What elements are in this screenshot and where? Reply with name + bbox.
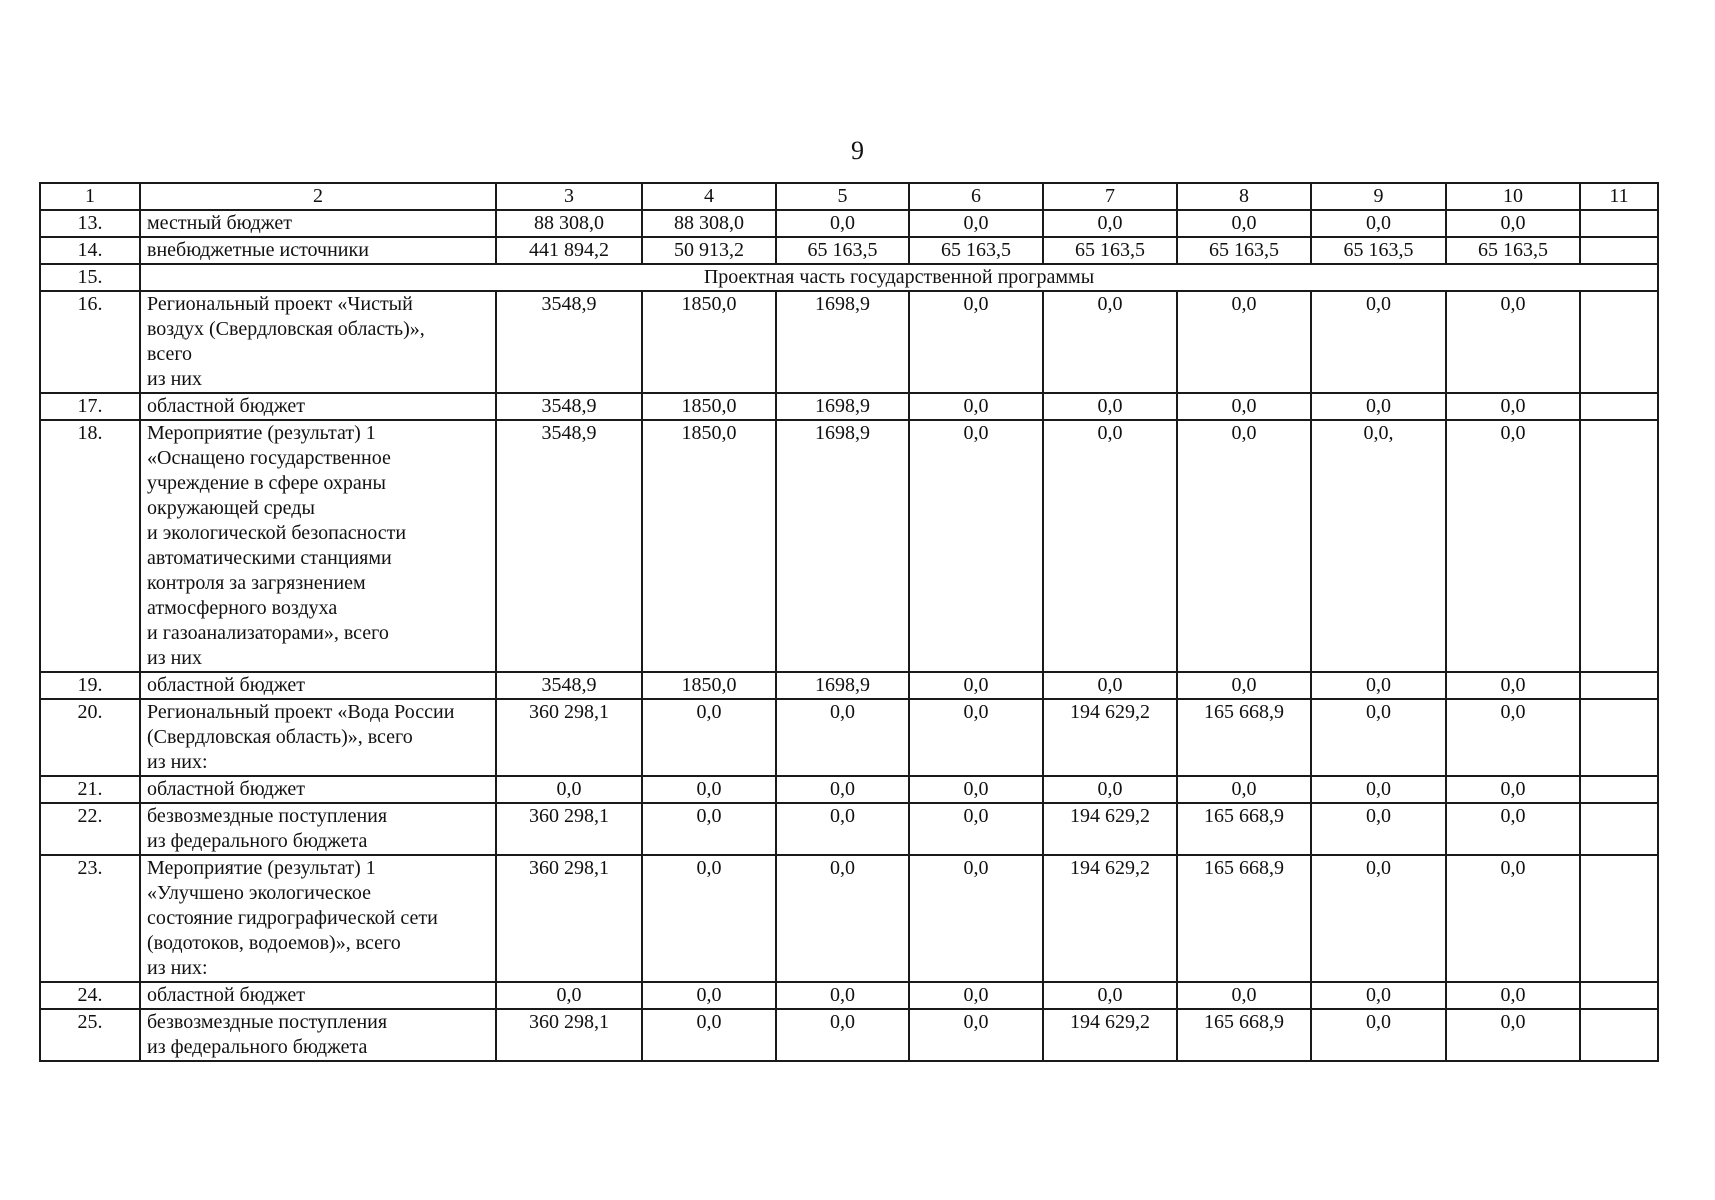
column-header: 2 <box>140 183 496 210</box>
value-cell: 0,0 <box>776 982 909 1009</box>
row-label-line: и экологической безопасности <box>147 522 407 544</box>
value-cell <box>1580 237 1658 264</box>
column-header: 9 <box>1311 183 1446 210</box>
value-cell: 0,0 <box>1177 420 1311 672</box>
value-cell: 1850,0 <box>642 291 776 393</box>
value-cell: 0,0 <box>1446 1009 1580 1061</box>
row-label <box>140 855 496 982</box>
row-label-line: окружающей среды <box>147 497 315 519</box>
value-cell: 0,0 <box>642 803 776 855</box>
column-header: 6 <box>909 183 1043 210</box>
value-cell: 65 163,5 <box>1311 237 1446 264</box>
value-cell: 3548,9 <box>496 672 642 699</box>
row-number: 24. <box>40 982 140 1009</box>
value-cell: 0,0 <box>1177 210 1311 237</box>
value-cell <box>1580 291 1658 393</box>
value-cell: 441 894,2 <box>496 237 642 264</box>
row-label-line: областной бюджет <box>147 395 306 417</box>
row-number: 21. <box>40 776 140 803</box>
value-cell: 65 163,5 <box>1043 237 1177 264</box>
value-cell: 194 629,2 <box>1043 699 1177 776</box>
row-label <box>140 291 496 393</box>
value-cell: 165 668,9 <box>1177 803 1311 855</box>
row-label-line: из них <box>147 368 203 390</box>
value-cell: 0,0 <box>909 1009 1043 1061</box>
value-cell: 0,0 <box>642 982 776 1009</box>
value-cell: 3548,9 <box>496 393 642 420</box>
row-label-line: местный бюджет <box>147 212 292 234</box>
value-cell: 0,0 <box>1446 210 1580 237</box>
row-label <box>140 210 496 237</box>
value-cell: 88 308,0 <box>642 210 776 237</box>
table-body <box>40 183 1658 1061</box>
table-row <box>40 672 1658 699</box>
row-number: 20. <box>40 699 140 776</box>
row-label <box>140 1009 496 1061</box>
column-header: 7 <box>1043 183 1177 210</box>
row-label-line: (Свердловская область)», всего <box>147 726 413 748</box>
table-row <box>40 699 1658 776</box>
table-row <box>40 1009 1658 1061</box>
value-cell <box>1580 393 1658 420</box>
table-row <box>40 855 1658 982</box>
value-cell: 0,0 <box>1446 420 1580 672</box>
value-cell: 0,0 <box>909 393 1043 420</box>
value-cell: 0,0 <box>909 982 1043 1009</box>
row-label-line: всего <box>147 343 193 365</box>
value-cell: 360 298,1 <box>496 1009 642 1061</box>
row-label <box>140 393 496 420</box>
row-label-line: областной бюджет <box>147 778 306 800</box>
table-row <box>40 210 1658 237</box>
value-cell: 0,0 <box>909 776 1043 803</box>
row-label-line: из них <box>147 647 203 669</box>
row-label-line: Региональный проект «Чистый <box>147 293 413 315</box>
column-header: 8 <box>1177 183 1311 210</box>
row-label <box>140 803 496 855</box>
page-number: 9 <box>851 136 864 165</box>
table-header-row <box>40 183 1658 210</box>
value-cell: 0,0 <box>642 855 776 982</box>
row-label-line: Мероприятие (результат) 1 <box>147 857 376 879</box>
column-header: 3 <box>496 183 642 210</box>
table-row <box>40 803 1658 855</box>
table-row <box>40 776 1658 803</box>
value-cell: 0,0 <box>1043 776 1177 803</box>
row-label-line: внебюджетные источники <box>147 239 369 261</box>
value-cell <box>1580 699 1658 776</box>
value-cell: 194 629,2 <box>1043 855 1177 982</box>
value-cell: 0,0 <box>496 982 642 1009</box>
value-cell: 0,0 <box>1446 291 1580 393</box>
value-cell: 0,0 <box>1446 699 1580 776</box>
row-label <box>140 237 496 264</box>
value-cell: 194 629,2 <box>1043 803 1177 855</box>
value-cell: 0,0 <box>909 672 1043 699</box>
row-label-line: из федерального бюджета <box>147 1036 368 1058</box>
value-cell: 0,0 <box>642 699 776 776</box>
value-cell: 50 913,2 <box>642 237 776 264</box>
value-cell <box>1580 420 1658 672</box>
value-cell: 0,0 <box>1043 210 1177 237</box>
value-cell: 0,0 <box>642 1009 776 1061</box>
value-cell: 3548,9 <box>496 291 642 393</box>
value-cell: 0,0 <box>1043 420 1177 672</box>
value-cell: 3548,9 <box>496 420 642 672</box>
value-cell: 0,0 <box>1311 982 1446 1009</box>
table-row <box>40 420 1658 672</box>
row-label-line: из них: <box>147 957 208 979</box>
row-label <box>140 420 496 672</box>
value-cell: 165 668,9 <box>1177 699 1311 776</box>
value-cell: 0,0 <box>1177 776 1311 803</box>
value-cell: 0,0 <box>1043 982 1177 1009</box>
value-cell: 65 163,5 <box>776 237 909 264</box>
row-label <box>140 776 496 803</box>
table-row <box>40 291 1658 393</box>
table-row <box>40 237 1658 264</box>
value-cell <box>1580 1009 1658 1061</box>
row-label-line: безвозмездные поступления <box>147 1011 388 1033</box>
value-cell: 0,0 <box>642 776 776 803</box>
value-cell: 0,0 <box>1311 699 1446 776</box>
row-label-line: воздух (Свердловская область)», <box>147 318 425 340</box>
value-cell: 1850,0 <box>642 420 776 672</box>
value-cell: 0,0 <box>1446 393 1580 420</box>
table-row <box>40 393 1658 420</box>
row-label-line: состояние гидрографической сети <box>147 907 438 929</box>
value-cell: 0,0 <box>776 699 909 776</box>
value-cell: 0,0 <box>1311 803 1446 855</box>
value-cell: 0,0 <box>1177 393 1311 420</box>
value-cell: 0,0 <box>909 291 1043 393</box>
row-label <box>140 699 496 776</box>
value-cell: 165 668,9 <box>1177 1009 1311 1061</box>
value-cell: 0,0 <box>1446 803 1580 855</box>
value-cell: 0,0 <box>776 1009 909 1061</box>
value-cell: 0,0 <box>909 420 1043 672</box>
row-number: 25. <box>40 1009 140 1061</box>
value-cell: 0,0 <box>496 776 642 803</box>
value-cell: 360 298,1 <box>496 855 642 982</box>
column-header: 1 <box>40 183 140 210</box>
value-cell: 0,0 <box>1446 672 1580 699</box>
column-header: 11 <box>1580 183 1658 210</box>
row-number: 17. <box>40 393 140 420</box>
value-cell: 0,0 <box>1311 776 1446 803</box>
value-cell: 65 163,5 <box>1177 237 1311 264</box>
value-cell <box>1580 803 1658 855</box>
row-label-line: областной бюджет <box>147 674 306 696</box>
value-cell: 0,0 <box>1311 1009 1446 1061</box>
value-cell: 0,0 <box>1311 855 1446 982</box>
value-cell: 0,0 <box>1043 672 1177 699</box>
value-cell: 1698,9 <box>776 420 909 672</box>
value-cell: 65 163,5 <box>1446 237 1580 264</box>
value-cell: 360 298,1 <box>496 803 642 855</box>
column-header: 4 <box>642 183 776 210</box>
value-cell: 0,0 <box>776 210 909 237</box>
section-heading: Проектная часть государственной программы <box>140 264 1658 291</box>
value-cell: 0,0 <box>776 803 909 855</box>
row-number: 18. <box>40 420 140 672</box>
budget-table <box>39 182 1659 1062</box>
row-label <box>140 672 496 699</box>
value-cell: 0,0 <box>1311 210 1446 237</box>
value-cell: 0,0 <box>909 855 1043 982</box>
row-number: 23. <box>40 855 140 982</box>
row-label-line: Региональный проект «Вода России <box>147 701 455 723</box>
row-label-line: атмосферного воздуха <box>147 597 338 619</box>
table-row <box>40 264 1658 291</box>
row-label-line: «Оснащено государственное <box>147 447 391 469</box>
row-label-line: областной бюджет <box>147 984 306 1006</box>
value-cell: 1698,9 <box>776 393 909 420</box>
value-cell: 65 163,5 <box>909 237 1043 264</box>
row-label-line: безвозмездные поступления <box>147 805 388 827</box>
row-number: 19. <box>40 672 140 699</box>
value-cell: 0,0 <box>1446 776 1580 803</box>
value-cell: 1698,9 <box>776 291 909 393</box>
table-row <box>40 982 1658 1009</box>
value-cell: 0,0 <box>1043 393 1177 420</box>
value-cell: 0,0 <box>1446 855 1580 982</box>
row-label-line: автоматическими станциями <box>147 547 392 569</box>
value-cell: 0,0 <box>1446 982 1580 1009</box>
value-cell: 360 298,1 <box>496 699 642 776</box>
value-cell: 0,0 <box>909 699 1043 776</box>
value-cell: 88 308,0 <box>496 210 642 237</box>
row-number: 15. <box>40 264 140 291</box>
row-label-line: Мероприятие (результат) 1 <box>147 422 376 444</box>
value-cell <box>1580 672 1658 699</box>
value-cell: 194 629,2 <box>1043 1009 1177 1061</box>
row-label-line: контроля за загрязнением <box>147 572 366 594</box>
row-label-line: из них: <box>147 751 208 773</box>
value-cell: 0,0 <box>1043 291 1177 393</box>
column-header: 10 <box>1446 183 1580 210</box>
row-label-line: и газоанализаторами», всего <box>147 622 389 644</box>
value-cell <box>1580 855 1658 982</box>
value-cell <box>1580 776 1658 803</box>
value-cell: 0,0 <box>909 803 1043 855</box>
row-number: 13. <box>40 210 140 237</box>
value-cell: 0,0 <box>1177 291 1311 393</box>
row-label-line: «Улучшено экологическое <box>147 882 371 904</box>
column-header: 5 <box>776 183 909 210</box>
row-number: 22. <box>40 803 140 855</box>
value-cell <box>1580 982 1658 1009</box>
value-cell <box>1580 210 1658 237</box>
value-cell: 0,0 <box>776 776 909 803</box>
row-number: 14. <box>40 237 140 264</box>
value-cell: 0,0, <box>1311 420 1446 672</box>
value-cell: 0,0 <box>1177 982 1311 1009</box>
value-cell: 1698,9 <box>776 672 909 699</box>
value-cell: 0,0 <box>1177 672 1311 699</box>
value-cell: 0,0 <box>909 210 1043 237</box>
value-cell: 0,0 <box>1311 672 1446 699</box>
row-number: 16. <box>40 291 140 393</box>
value-cell: 0,0 <box>1311 291 1446 393</box>
row-label-line: (водотоков, водоемов)», всего <box>147 932 401 954</box>
value-cell: 1850,0 <box>642 393 776 420</box>
value-cell: 165 668,9 <box>1177 855 1311 982</box>
value-cell: 0,0 <box>776 855 909 982</box>
value-cell: 0,0 <box>1311 393 1446 420</box>
row-label <box>140 982 496 1009</box>
row-label-line: учреждение в сфере охраны <box>147 472 386 494</box>
row-label-line: из федерального бюджета <box>147 830 368 852</box>
value-cell: 1850,0 <box>642 672 776 699</box>
